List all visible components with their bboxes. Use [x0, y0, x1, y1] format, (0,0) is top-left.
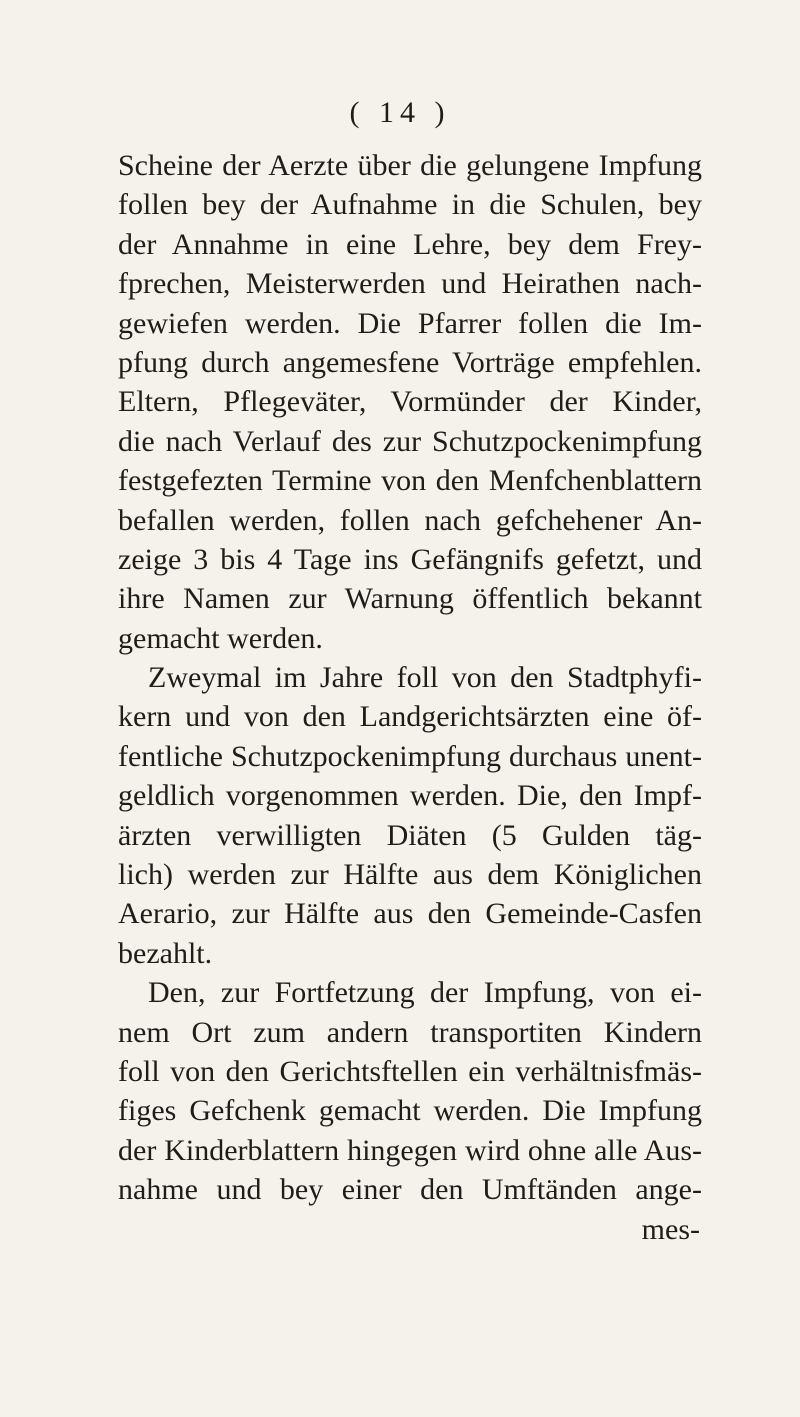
text-line: Den, zur Fortfetzung der Impfung, von ei- [148, 976, 702, 1010]
text-line: der Kinderblattern hingegen wird ohne alle Aus- [118, 1133, 702, 1167]
text-line: gemacht werden. [118, 621, 323, 655]
text-line: bezahlt. [118, 936, 213, 970]
text-line: fentliche Schutzpockenimpfung durchaus unent- [118, 739, 702, 773]
page-number: ( 14 ) [349, 96, 451, 129]
text-line: nem Ort zum andern transportiten Kindern [118, 1015, 702, 1049]
body-text [118, 146, 702, 1249]
text-line: figes Gefchenk gemacht werden. Die Impfung [118, 1094, 702, 1128]
text-line: geldlich vorgenommen werden. Die, den Impf- [118, 779, 702, 813]
text-line: ärzten verwilligten Diäten (5 Gulden täg- [118, 818, 702, 852]
text-line: nahme und bey einer den Umftänden ange- [118, 1173, 702, 1207]
text-line: der Annahme in eine Lehre, bey dem Frey- [118, 227, 702, 261]
text-line: die nach Verlauf des zur Schutzpockenimpfung [118, 424, 702, 458]
text-line: gewiefen werden. Die Pfarrer follen die Im- [118, 306, 702, 340]
text-line: kern und von den Landgerichtsärzten eine öf- [118, 700, 702, 734]
text-line: Scheine der Aerzte über die gelungene Impfung [118, 149, 702, 182]
text-line: pfung durch angemesfene Vorträge empfehlen. [118, 345, 702, 379]
text-line: fprechen, Meisterwerden und Heirathen nach- [118, 267, 702, 301]
text-line: lich) werden zur Hälfte aus dem Königlichen [118, 858, 702, 892]
text-line: festgefezten Termine von den Menfchenblattern [118, 464, 702, 498]
catchword: mes- [641, 1212, 700, 1246]
text-line: zeige 3 bis 4 Tage ins Gefängnifs gefetzt, und [118, 542, 702, 576]
text-line: Eltern, Pflegeväter, Vormünder der Kinder, [118, 385, 702, 419]
text-line: Zweymal im Jahre foll von den Stadtphyfi- [148, 661, 702, 695]
text-line: befallen werden, follen nach gefchehener An- [118, 503, 702, 537]
text-line: foll von den Gerichtsftellen ein verhältnisfmäs- [118, 1054, 702, 1088]
text-line: follen bey der Aufnahme in die Schulen, bey [118, 188, 702, 222]
text-line: Aerario, zur Hälfte aus den Gemeinde-Casfen [118, 897, 702, 931]
text-line: ihre Namen zur Warnung öffentlich bekannt [118, 582, 702, 616]
